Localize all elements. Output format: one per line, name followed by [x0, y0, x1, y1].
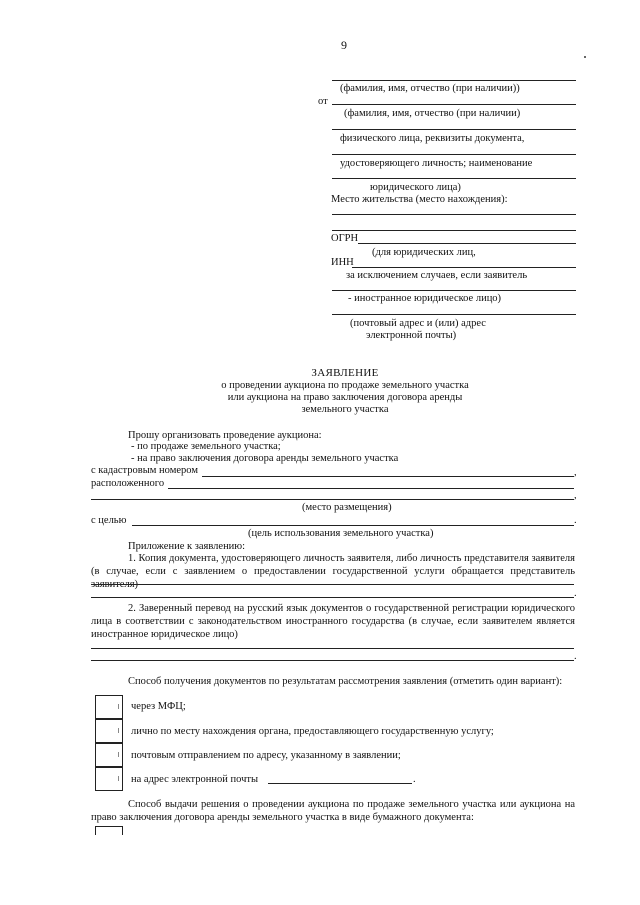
attachment-item-1: 1. Копия документа, удостоверяющего личность заявителя, либо личность представителя заявителя (в случае, если с заявлением о предоставлении государственной услуги обращается представитель заявителя) [91, 553, 575, 590]
cadastral-number-line[interactable] [202, 476, 574, 477]
attachment-1-line-1[interactable] [91, 584, 574, 585]
request-option-lease: - на право заключения договора аренды земельного участка [131, 453, 399, 464]
attachments-header: Приложение к заявлению: [128, 541, 246, 552]
inn-label: ИНН [331, 257, 354, 268]
heading-line-3: земельного участка [301, 404, 389, 415]
attachment-1-line-2[interactable] [91, 597, 574, 598]
receipt-option-post: почтовым отправлением по адресу, указанному в заявлении; [131, 750, 401, 761]
period-2: . [574, 588, 577, 599]
checkbox-post[interactable] [95, 743, 123, 767]
physical-caption-1: физического лица, реквизиты документа, [340, 133, 525, 144]
applicant-line-4[interactable] [332, 290, 576, 291]
inn-line[interactable] [352, 267, 576, 268]
for-legal-caption: (для юридических лиц, [372, 247, 476, 258]
email-line[interactable] [268, 783, 412, 784]
ogrn-label: ОГРН [331, 233, 359, 244]
ogrn-line[interactable] [358, 243, 576, 244]
legal-entity-caption: юридического лица) [370, 182, 461, 193]
applicant-line-1[interactable] [332, 129, 576, 130]
location-line-2[interactable] [91, 499, 574, 500]
residence-label: Место жительства (место нахождения): [331, 194, 508, 205]
purpose-caption: (цель использования земельного участка) [248, 528, 434, 539]
purpose-line[interactable] [132, 525, 574, 526]
applicant-line-3[interactable] [332, 178, 576, 179]
postal-caption-1: (почтовый адрес и (или) адрес [350, 318, 486, 329]
comma: , [574, 467, 577, 478]
checkbox-paper-partial[interactable] [95, 826, 123, 835]
located-label: расположенного [91, 478, 165, 489]
purpose-label: с целью [91, 515, 127, 526]
residence-line-2[interactable] [332, 230, 576, 231]
checkbox-email[interactable] [95, 767, 123, 791]
from-label: от [318, 96, 328, 107]
physical-caption-2: удостоверяющего личность; наименование [340, 158, 533, 169]
comma-2: , [574, 490, 577, 501]
scan-speck [584, 56, 586, 58]
applicant-line-2[interactable] [332, 154, 576, 155]
from-line[interactable] [332, 104, 576, 105]
request-option-sale: - по продаже земельного участка; [131, 441, 281, 452]
document-title: ЗАЯВЛЕНИЕ [311, 367, 379, 379]
attachment-item-2: 2. Заверенный перевод на русский язык документов о государственной регистрации юридического лица в соответствии с законодательством иностранного государства (в случае, если заявителем является иностранное юридическое лицо) [91, 603, 575, 640]
receipt-option-email: на адрес электронной почты [131, 774, 259, 785]
page-number: 9 [341, 38, 347, 52]
attachment-2-line-2[interactable] [91, 660, 574, 661]
heading-line-2: или аукциона на право заключения договора аренды [227, 392, 463, 403]
fio-caption: (фамилия, имя, отчество (при наличии)) [340, 83, 520, 94]
postal-caption-2: электронной почты) [366, 330, 457, 341]
cadastral-label: с кадастровым номером [91, 465, 198, 476]
fio-caption-2: (фамилия, имя, отчество (при наличии) [344, 108, 521, 119]
receipt-option-in-person: лично по месту нахождения органа, предоставляющего государственную услугу; [131, 726, 494, 737]
heading-line-1: о проведении аукциона по продаже земельного участка [221, 380, 469, 391]
fio-line[interactable] [332, 80, 576, 81]
request-intro: Прошу организовать проведение аукциона: [128, 430, 322, 441]
foreign-entity-caption: - иностранное юридическое лицо) [348, 293, 502, 304]
issue-text: Способ выдачи решения о проведении аукциона по продаже земельного участка или аукциона на право заключения договора аренды земельного участка в виде бумажного документа: [91, 799, 575, 823]
checkbox-in-person[interactable] [95, 719, 123, 743]
except-cases-caption: за исключением случаев, если заявитель [346, 270, 528, 281]
checkbox-mfc[interactable] [95, 695, 123, 719]
attachment-2-line-1[interactable] [91, 648, 574, 649]
period-3: . [574, 651, 577, 662]
receipt-intro: Способ получения документов по результатам рассмотрения заявления (отметить один вариант): [128, 676, 563, 687]
receipt-option-mfc: через МФЦ; [131, 701, 186, 712]
place-caption: (место размещения) [302, 502, 392, 513]
period: . [574, 515, 577, 526]
postal-line[interactable] [332, 314, 576, 315]
period-4: . [413, 774, 416, 785]
residence-line-1[interactable] [332, 214, 576, 215]
location-line-1[interactable] [168, 488, 574, 489]
